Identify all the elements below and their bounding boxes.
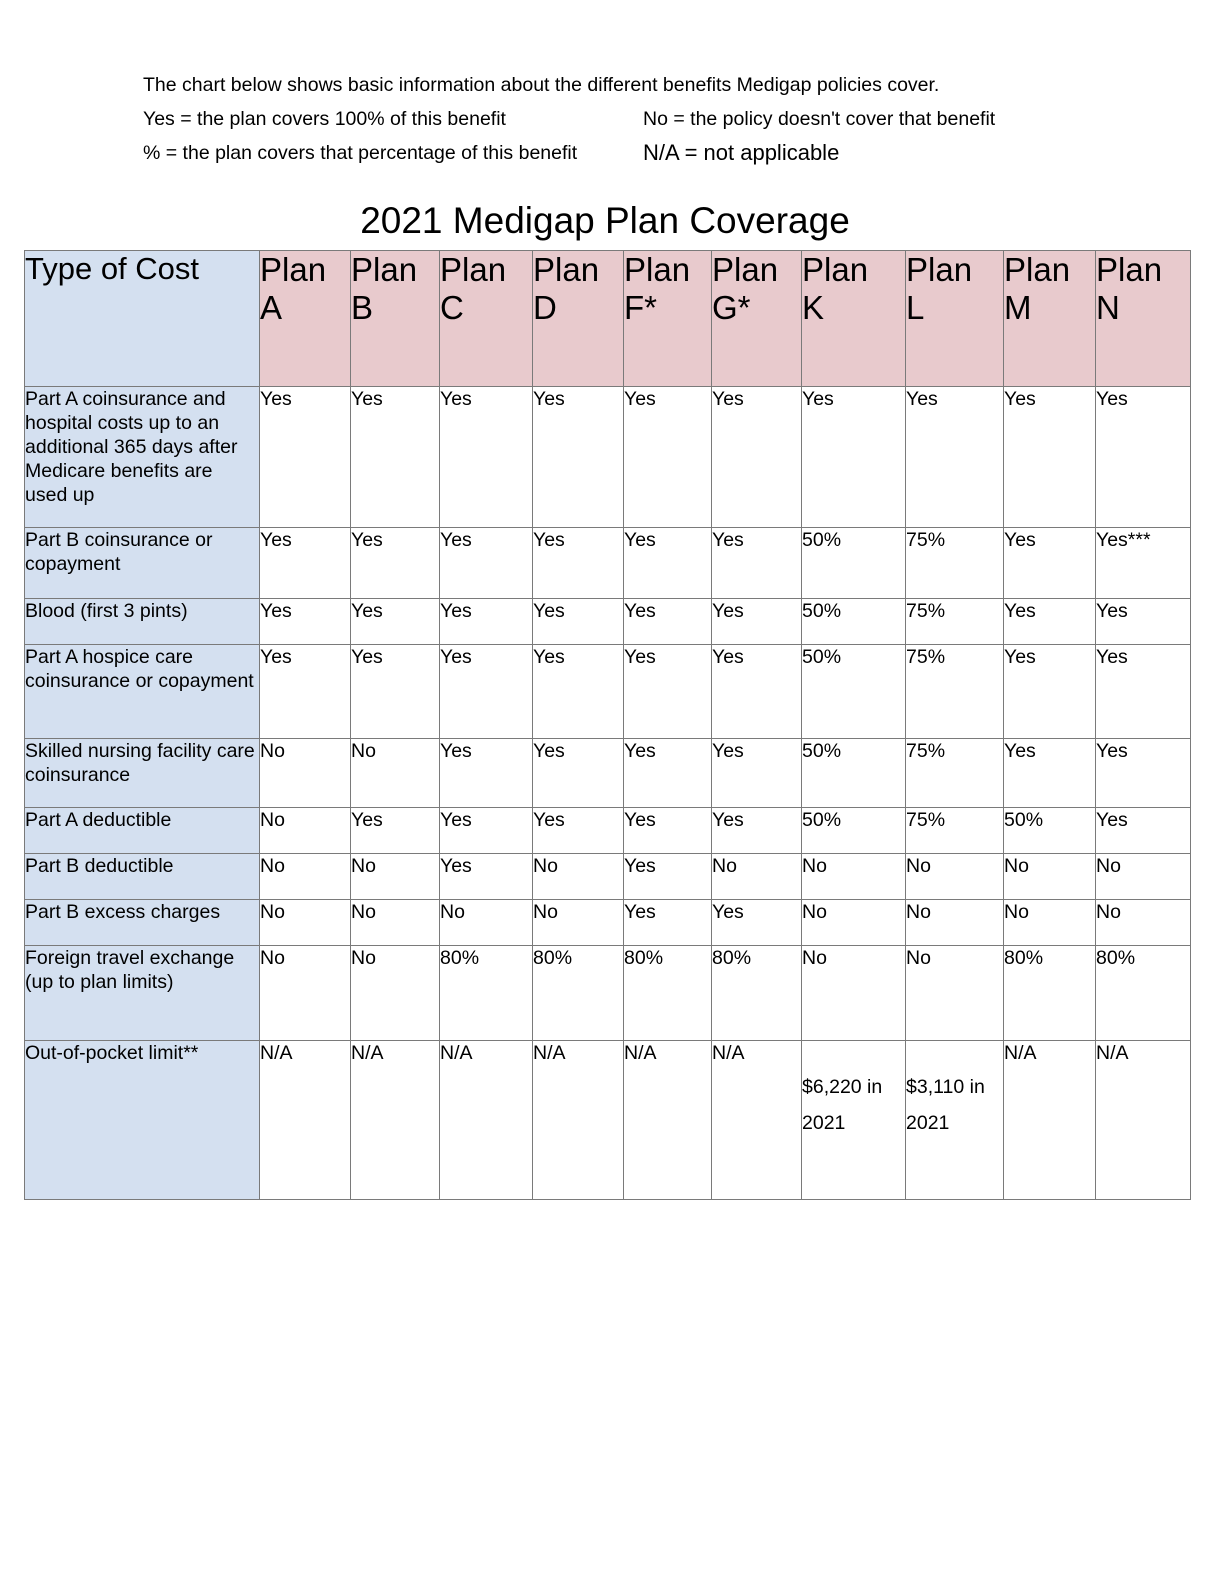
table-cell: Yes (1096, 645, 1191, 739)
intro-text (143, 68, 995, 170)
table-cell: 80% (533, 946, 624, 1041)
table-cell: 50% (1004, 808, 1096, 854)
table-cell: Yes (351, 808, 440, 854)
plan-word: Plan (260, 251, 327, 288)
table-body (25, 387, 1191, 1200)
table-header-row (25, 251, 1191, 387)
corner-label: Type of Cost (25, 251, 260, 387)
table-cell: Yes (906, 387, 1004, 528)
table-row (25, 528, 1191, 599)
table-cell: 80% (440, 946, 533, 1041)
plan-header (260, 251, 351, 387)
table-cell: Yes (624, 900, 712, 946)
table-cell: Yes (260, 528, 351, 599)
table-cell: No (1096, 900, 1191, 946)
table-cell: 75% (906, 808, 1004, 854)
table-cell: No (260, 900, 351, 946)
table-cell: Yes (440, 808, 533, 854)
table-cell: Yes (624, 387, 712, 528)
table-row (25, 739, 1191, 808)
table-cell: No (351, 739, 440, 808)
table-row (25, 1041, 1191, 1200)
table-cell: Yes (533, 387, 624, 528)
table-cell: Yes (440, 854, 533, 900)
plan-word: Plan (624, 251, 691, 288)
plan-header (712, 251, 802, 387)
table-cell: Yes (1096, 808, 1191, 854)
table-cell: Yes (1004, 739, 1096, 808)
plan-header (1004, 251, 1096, 387)
table-row (25, 854, 1191, 900)
plan-word: Plan (351, 251, 418, 288)
table-cell: Yes (351, 387, 440, 528)
table-cell: N/A (351, 1041, 440, 1200)
table-cell: Yes (533, 645, 624, 739)
plan-letter: L (906, 289, 925, 326)
table-cell: Yes (260, 387, 351, 528)
table-cell: 50% (802, 645, 906, 739)
table-cell: $6,220 in 2021 (802, 1041, 906, 1200)
table-cell: No (260, 808, 351, 854)
row-label: Blood (first 3 pints) (25, 599, 260, 645)
table-cell: No (906, 900, 1004, 946)
legend-yes: Yes = the plan covers 100% of this benefit (143, 108, 506, 130)
table-cell: 80% (712, 946, 802, 1041)
table-cell: No (906, 854, 1004, 900)
table-cell: Yes (351, 645, 440, 739)
plan-word: Plan (1096, 251, 1163, 288)
table-cell: 50% (802, 739, 906, 808)
plan-header (1096, 251, 1191, 387)
plan-word: Plan (906, 251, 973, 288)
plan-letter: F* (624, 289, 657, 326)
plan-word: Plan (802, 251, 869, 288)
table-cell: Yes (624, 599, 712, 645)
table-cell: No (802, 900, 906, 946)
table-cell: Yes (260, 599, 351, 645)
table-cell: Yes (533, 739, 624, 808)
table-cell: No (351, 854, 440, 900)
table-cell: No (533, 900, 624, 946)
plan-letter: B (351, 289, 374, 326)
table-cell: No (533, 854, 624, 900)
table-cell: Yes (712, 900, 802, 946)
row-label: Part A deductible (25, 808, 260, 854)
table-cell: No (1004, 900, 1096, 946)
row-label: Foreign travel exchange (up to plan limits) (25, 946, 260, 1041)
table-cell: Yes (440, 599, 533, 645)
plan-letter: A (260, 289, 283, 326)
table-cell: 75% (906, 645, 1004, 739)
table-cell: 50% (802, 599, 906, 645)
table-row (25, 900, 1191, 946)
table-cell: Yes (533, 808, 624, 854)
table-cell: N/A (624, 1041, 712, 1200)
table-cell: 50% (802, 808, 906, 854)
plan-header (533, 251, 624, 387)
plan-letter: D (533, 289, 557, 326)
table-row (25, 599, 1191, 645)
row-label: Out-of-pocket limit** (25, 1041, 260, 1200)
table-cell: Yes (440, 739, 533, 808)
table-cell: Yes (533, 599, 624, 645)
table-cell: No (260, 739, 351, 808)
table-cell: No (802, 946, 906, 1041)
table-cell: Yes (440, 387, 533, 528)
table-row (25, 808, 1191, 854)
table-cell: Yes (802, 387, 906, 528)
intro-legend-row-1 (143, 102, 995, 136)
table-cell: Yes (440, 645, 533, 739)
row-label: Part B excess charges (25, 900, 260, 946)
table-cell: Yes (1096, 599, 1191, 645)
legend-no: No = the policy doesn't cover that benefit (643, 108, 996, 130)
table-cell: Yes (351, 528, 440, 599)
table-cell: No (260, 854, 351, 900)
table-cell: Yes (712, 528, 802, 599)
table-cell: Yes (440, 528, 533, 599)
table-cell: Yes*** (1096, 528, 1191, 599)
plan-header (351, 251, 440, 387)
table-cell: N/A (1096, 1041, 1191, 1200)
table-cell: N/A (440, 1041, 533, 1200)
row-label: Part B coinsurance or copayment (25, 528, 260, 599)
table-cell: Yes (351, 599, 440, 645)
plan-letter: N (1096, 289, 1120, 326)
plan-letter: C (440, 289, 464, 326)
table-cell: Yes (1096, 739, 1191, 808)
table-row (25, 946, 1191, 1041)
table-cell: Yes (624, 739, 712, 808)
coverage-table (24, 250, 1191, 1200)
plan-word: Plan (533, 251, 600, 288)
table-cell: No (260, 946, 351, 1041)
table-cell: No (712, 854, 802, 900)
page-title: 2021 Medigap Plan Coverage (360, 200, 850, 241)
plan-header (440, 251, 533, 387)
table-cell: Yes (712, 645, 802, 739)
table-cell: Yes (712, 387, 802, 528)
row-label: Part A coinsurance and hospital costs up to an additional 365 days after Medicare benefits are used up (25, 387, 260, 528)
plan-header (802, 251, 906, 387)
table-cell: Yes (712, 599, 802, 645)
table-cell: 80% (624, 946, 712, 1041)
table-cell: 75% (906, 739, 1004, 808)
intro-legend-row-2 (143, 136, 995, 170)
plan-word: Plan (1004, 251, 1071, 288)
table-cell: Yes (533, 528, 624, 599)
row-label: Skilled nursing facility care coinsurance (25, 739, 260, 808)
table-cell: No (802, 854, 906, 900)
table-cell: Yes (624, 645, 712, 739)
table-cell: 50% (802, 528, 906, 599)
table-cell: 75% (906, 528, 1004, 599)
table-cell: No (351, 946, 440, 1041)
table-cell: Yes (624, 808, 712, 854)
table-cell: N/A (712, 1041, 802, 1200)
table-cell: No (906, 946, 1004, 1041)
table-cell: No (1004, 854, 1096, 900)
table-cell: Yes (1004, 599, 1096, 645)
plan-letter: K (802, 289, 825, 326)
table-cell: N/A (1004, 1041, 1096, 1200)
table-cell: 80% (1096, 946, 1191, 1041)
table-row (25, 387, 1191, 528)
table-cell: N/A (533, 1041, 624, 1200)
plan-word: Plan (440, 251, 507, 288)
row-label: Part B deductible (25, 854, 260, 900)
table-cell: Yes (712, 739, 802, 808)
table-cell: No (351, 900, 440, 946)
intro-description: The chart below shows basic information about the different benefits Medigap policies cover. (143, 74, 940, 96)
plan-header (906, 251, 1004, 387)
table-cell: No (440, 900, 533, 946)
table-row (25, 645, 1191, 739)
plan-header (624, 251, 712, 387)
table-cell: $3,110 in 2021 (906, 1041, 1004, 1200)
table-cell: Yes (1004, 387, 1096, 528)
table-cell: Yes (624, 528, 712, 599)
plan-word: Plan (712, 251, 779, 288)
table-cell: Yes (1096, 387, 1191, 528)
table-cell: Yes (624, 854, 712, 900)
table-cell: No (1096, 854, 1191, 900)
row-label: Part A hospice care coinsurance or copayment (25, 645, 260, 739)
table-cell: 80% (1004, 946, 1096, 1041)
legend-percent: % = the plan covers that percentage of this benefit (143, 142, 578, 164)
table-cell: 75% (906, 599, 1004, 645)
table-cell: Yes (260, 645, 351, 739)
plan-letter: G* (712, 289, 751, 326)
table-cell: Yes (1004, 528, 1096, 599)
legend-na: N/A = not applicable (643, 140, 840, 165)
plan-letter: M (1004, 289, 1032, 326)
table-cell: Yes (1004, 645, 1096, 739)
table-cell: Yes (712, 808, 802, 854)
table-cell: N/A (260, 1041, 351, 1200)
